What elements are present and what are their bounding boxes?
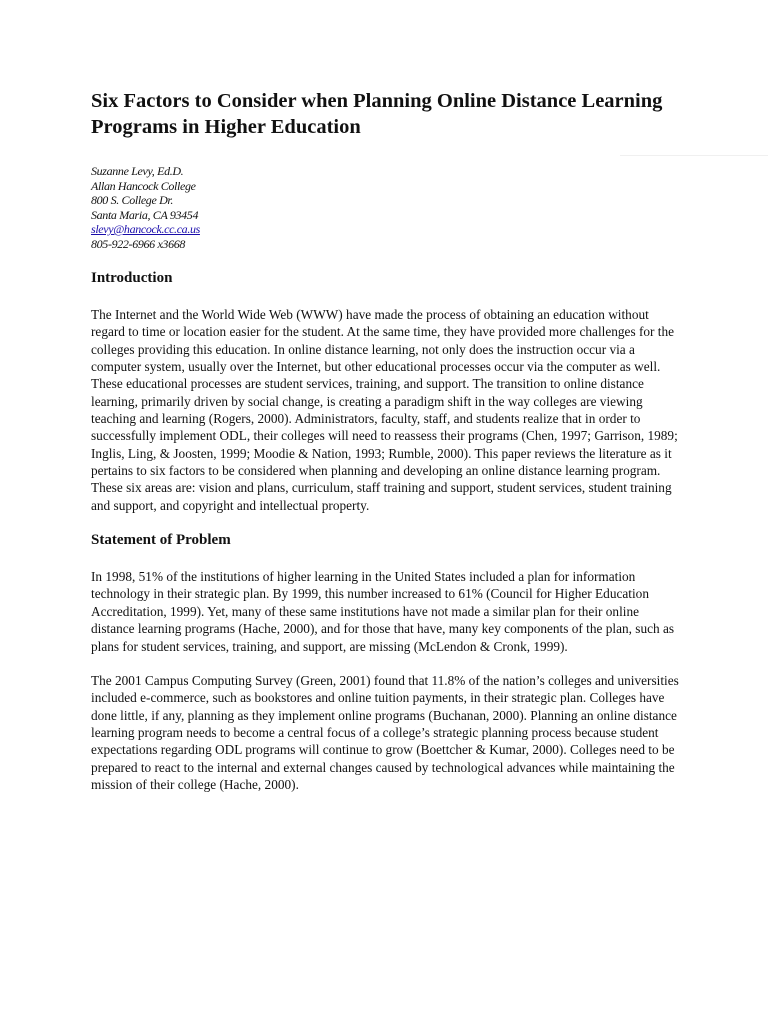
document-title: Six Factors to Consider when Planning Online Distance Learning Programs in Higher Education (91, 90, 663, 138)
author-name: Suzanne Levy, Ed.D. (91, 164, 184, 178)
introduction-paragraph: The Internet and the World Wide Web (WWW) have made the process of obtaining an education without regard to time or location easier for the student. At the same time, they have provided more challenges for the colleges providing this education. In online distance learning, not only does the instruction occur via a computer system, usually over the Internet, but other educational processes occur via the computer as well. These educational processes are student services, training, and support. The transition to online distance learning, primarily driven by social change, is creating a paradigm shift in the way colleges are viewing teaching and learning (Rogers, 2000). Administrators, faculty, staff, and students realize that in order to successfully implement ODL, their colleges will need to reassess their programs (Chen, 1997; Garrison, 1989; Inglis, Ling, & Joosten, 1999; Moodie & Nation, 1993; Rumble, 2000). This paper reviews the literature as it pertains to six factors to be considered when planning and developing an online distance learning program. These six areas are: vision and plans, curriculum, staff training and support, student services, student training and support, and copyright and intellectual property. (91, 307, 678, 513)
author-block (91, 164, 679, 251)
problem-paragraph-1: In 1998, 51% of the institutions of higher learning in the United States included a plan for information technology in their strategic plan. By 1999, this number increased to 61% (Council for Higher Education Accreditation, 1999). Yet, many of these same institutions have not made a similar plan for their online distance learning programs (Hache, 2000), and for those that have, many key components of the plan, such as plans for student services, training, and support, are missing (McLendon & Cronk, 1999). (91, 569, 675, 654)
introduction-heading: Introduction (91, 270, 173, 286)
author-email-link[interactable]: slevy@hancock.cc.ca.us (91, 222, 200, 236)
problem-heading: Statement of Problem (91, 532, 231, 549)
author-institution: Allan Hancock College (91, 178, 196, 193)
author-street: 800 S. College Dr. (91, 193, 174, 207)
document-page (91, 88, 679, 793)
problem-paragraph-2: The 2001 Campus Computing Survey (Green, 2001) found that 11.8% of the nation’s colleges and universities included e-commerce, such as bookstores and online tuition payments, in their strategic plan. Colleges have done little, if any, planning as they implement online programs (Buchanan, 2000). Planning an online distance learning program needs to become a central focus of a college’s strategic planning process because student expectations regarding ODL programs will continue to grow (Boettcher & Kumar, 2000). Colleges need to be prepared to react to the internal and external changes caused by technological advances while maintaining the mission of their college (Hache, 2000). (91, 672, 679, 792)
author-phone: 805-922-6966 x3668 (91, 236, 186, 251)
author-city: Santa Maria, CA 93454 (91, 207, 199, 222)
